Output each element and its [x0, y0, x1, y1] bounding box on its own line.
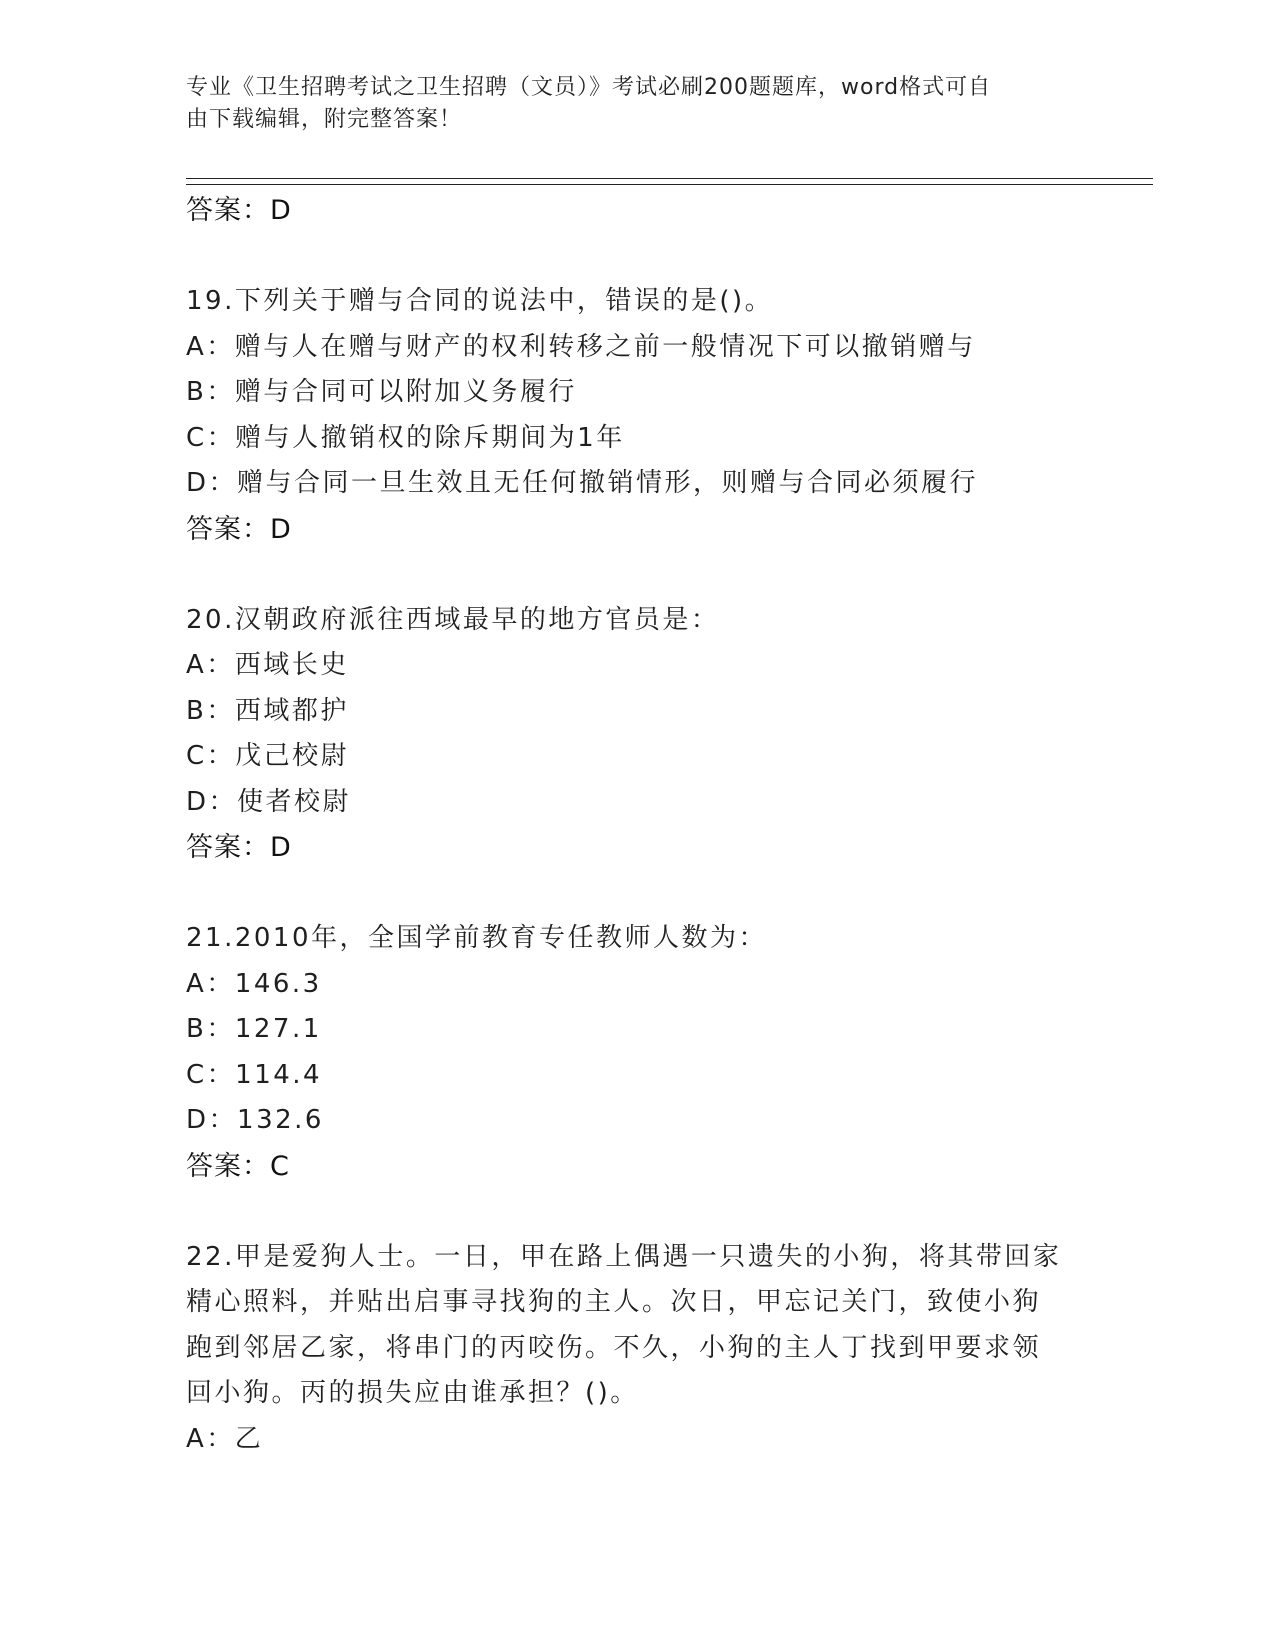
answer: 答案：D: [186, 832, 292, 863]
question-20: [186, 598, 1086, 871]
answer-previous: 答案：D: [186, 195, 292, 226]
header-line-2: 由下载编辑，附完整答案！: [186, 107, 463, 132]
option-a: A：146.3: [186, 968, 322, 999]
header-rule-top: [186, 178, 1153, 179]
document-body: [186, 188, 1086, 1462]
document-header: [186, 72, 1066, 136]
option-d: D：132.6: [186, 1105, 324, 1135]
option-d: D：使者校尉: [186, 786, 352, 817]
option-b: B：赠与合同可以附加义务履行: [186, 377, 577, 407]
question-stem: 20.汉朝政府派往西域最早的地方官员是：: [186, 604, 720, 635]
question-stem: 21.2010年，全国学前教育专任教师人数为：: [186, 923, 768, 953]
header-rule-bottom: [186, 184, 1153, 185]
question-stem-line-4: 回小狗。丙的损失应由谁承担？()。: [186, 1378, 639, 1408]
option-a: A：赠与人在赠与财产的权利转移之前一般情况下可以撤销赠与: [186, 331, 976, 362]
question-21: [186, 916, 1086, 1189]
question-22: [186, 1235, 1086, 1463]
option-b: B：127.1: [186, 1014, 322, 1044]
spacer: [186, 234, 1086, 280]
answer: 答案：C: [186, 1150, 290, 1182]
question-19: [186, 279, 1086, 552]
option-a: A：西域长史: [186, 650, 349, 680]
spacer: [186, 871, 1086, 917]
question-stem: 19.下列关于赠与合同的说法中，错误的是()。: [186, 286, 774, 316]
option-a: A：乙: [186, 1423, 264, 1454]
question-stem-line-1: 22.甲是爱狗人士。一日，甲在路上偶遇一只遗失的小狗，将其带回家: [186, 1241, 1062, 1272]
header-line-1: 专业《卫生招聘考试之卫生招聘（文员）》考试必刷200题题库，word格式可自: [186, 75, 992, 100]
answer: 答案：D: [186, 513, 292, 545]
option-d: D：赠与合同一旦生效且无任何撤销情形，则赠与合同必须履行: [186, 468, 979, 498]
option-c: C：114.4: [186, 1059, 323, 1090]
option-b: B：西域都护: [186, 695, 349, 726]
option-c: C：戊己校尉: [186, 741, 350, 771]
question-stem-line-3: 跑到邻居乙家，将串门的丙咬伤。不久，小狗的主人丁找到甲要求领: [186, 1332, 1042, 1363]
spacer: [186, 552, 1086, 598]
question-stem-line-2: 精心照料，并贴出启事寻找狗的主人。次日，甲忘记关门，致使小狗: [186, 1287, 1042, 1317]
option-c: C：赠与人撤销权的除斥期间为1年: [186, 422, 625, 453]
spacer: [186, 1189, 1086, 1235]
